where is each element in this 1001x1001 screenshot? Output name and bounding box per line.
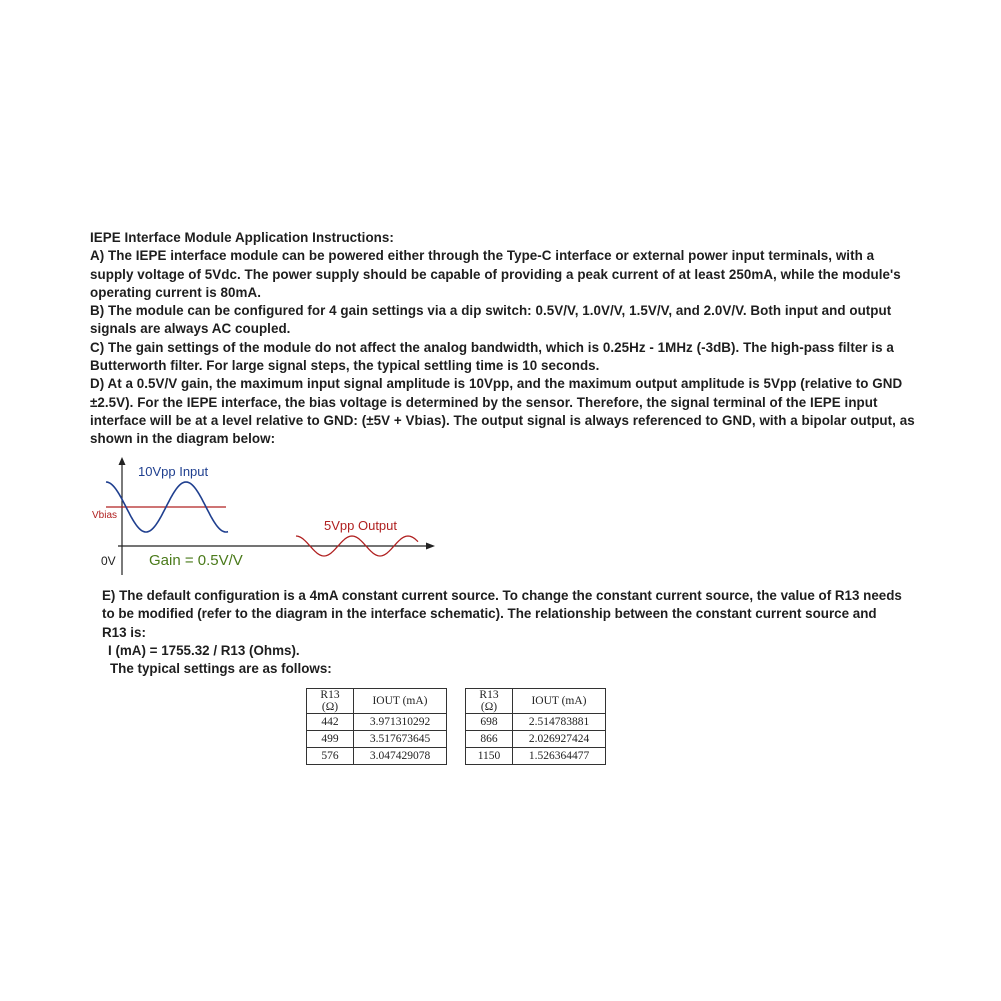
- table-header-row: [466, 689, 606, 714]
- table-row: [466, 714, 606, 731]
- header-iout: IOUT (mA): [354, 689, 447, 714]
- r13-value: 499: [307, 731, 354, 748]
- r13-value: 576: [307, 748, 354, 765]
- paragraph-c: C) The gain settings of the module do not affect the analog bandwidth, which is 0.25Hz - 1MHz (-3dB). The high-pass filter is a Butterworth filter. For large signal steps, the typical settling time is 10 seconds.: [90, 339, 894, 374]
- typical-settings-label: The typical settings are as follows:: [110, 661, 332, 677]
- iout-value: 3.971310292: [354, 714, 447, 731]
- iout-value: 2.026927424: [513, 731, 606, 748]
- r13-value: 442: [307, 714, 354, 731]
- section-e: [102, 587, 902, 678]
- iout-value: 2.514783881: [513, 714, 606, 731]
- table-row: [307, 714, 447, 731]
- y-axis-arrow: [119, 457, 126, 465]
- header-iout: IOUT (mA): [513, 689, 606, 714]
- r13-table-right: [465, 688, 606, 765]
- header-r13: R13 (Ω): [466, 689, 513, 714]
- gain-label: Gain = 0.5V/V: [149, 552, 243, 569]
- r13-table-left: [306, 688, 447, 765]
- paragraph-d: D) At a 0.5V/V gain, the maximum input signal amplitude is 10Vpp, and the maximum output amplitude is 5Vpp (relative to GND ±2.5V). For the IEPE interface, the bias voltage is determined by the sensor. Therefore, the signal terminal of the IEPE input interface will be at a level relative to GND: (±5V + Vbias). The output signal is always referenced to GND, with a bipolar output, as shown in the diagram below:: [90, 376, 915, 447]
- formula: I (mA) = 1755.32 / R13 (Ohms).: [108, 642, 300, 658]
- instructions-text: [90, 229, 920, 449]
- input-label: 10Vpp Input: [138, 464, 209, 479]
- output-label: 5Vpp Output: [324, 518, 397, 533]
- table-row: [466, 748, 606, 765]
- signal-diagram: [88, 455, 448, 580]
- paragraph-a: A) The IEPE interface module can be powered either through the Type-C interface or external power input terminals, with a supply voltage of 5Vdc. The power supply should be capable of providing a peak current of at least 250mA, while the module's operating current is 80mA.: [90, 248, 901, 300]
- document-title: IEPE Interface Module Application Instructions:: [90, 230, 394, 245]
- r13-value: 1150: [466, 748, 513, 765]
- x-axis-arrow: [426, 543, 435, 550]
- table-row: [307, 731, 447, 748]
- r13-value: 698: [466, 714, 513, 731]
- zero-label: 0V: [101, 554, 116, 568]
- header-r13: R13 (Ω): [307, 689, 354, 714]
- paragraph-b: B) The module can be configured for 4 gain settings via a dip switch: 0.5V/V, 1.0V/V, 1.5V/V, and 2.0V/V. Both input and output signals are always AC coupled.: [90, 303, 892, 337]
- paragraph-e: E) The default configuration is a 4mA constant current source. To change the constant current source, the value of R13 needs to be modified (refer to the diagram in the interface schematic). The relationship between the constant current source and R13 is:: [102, 588, 902, 640]
- iout-value: 3.517673645: [354, 731, 447, 748]
- table-header-row: [307, 689, 447, 714]
- table-row: [466, 731, 606, 748]
- iout-value: 1.526364477: [513, 748, 606, 765]
- r13-value: 866: [466, 731, 513, 748]
- iout-value: 3.047429078: [354, 748, 447, 765]
- table-row: [307, 748, 447, 765]
- vbias-label: Vbias: [92, 510, 118, 521]
